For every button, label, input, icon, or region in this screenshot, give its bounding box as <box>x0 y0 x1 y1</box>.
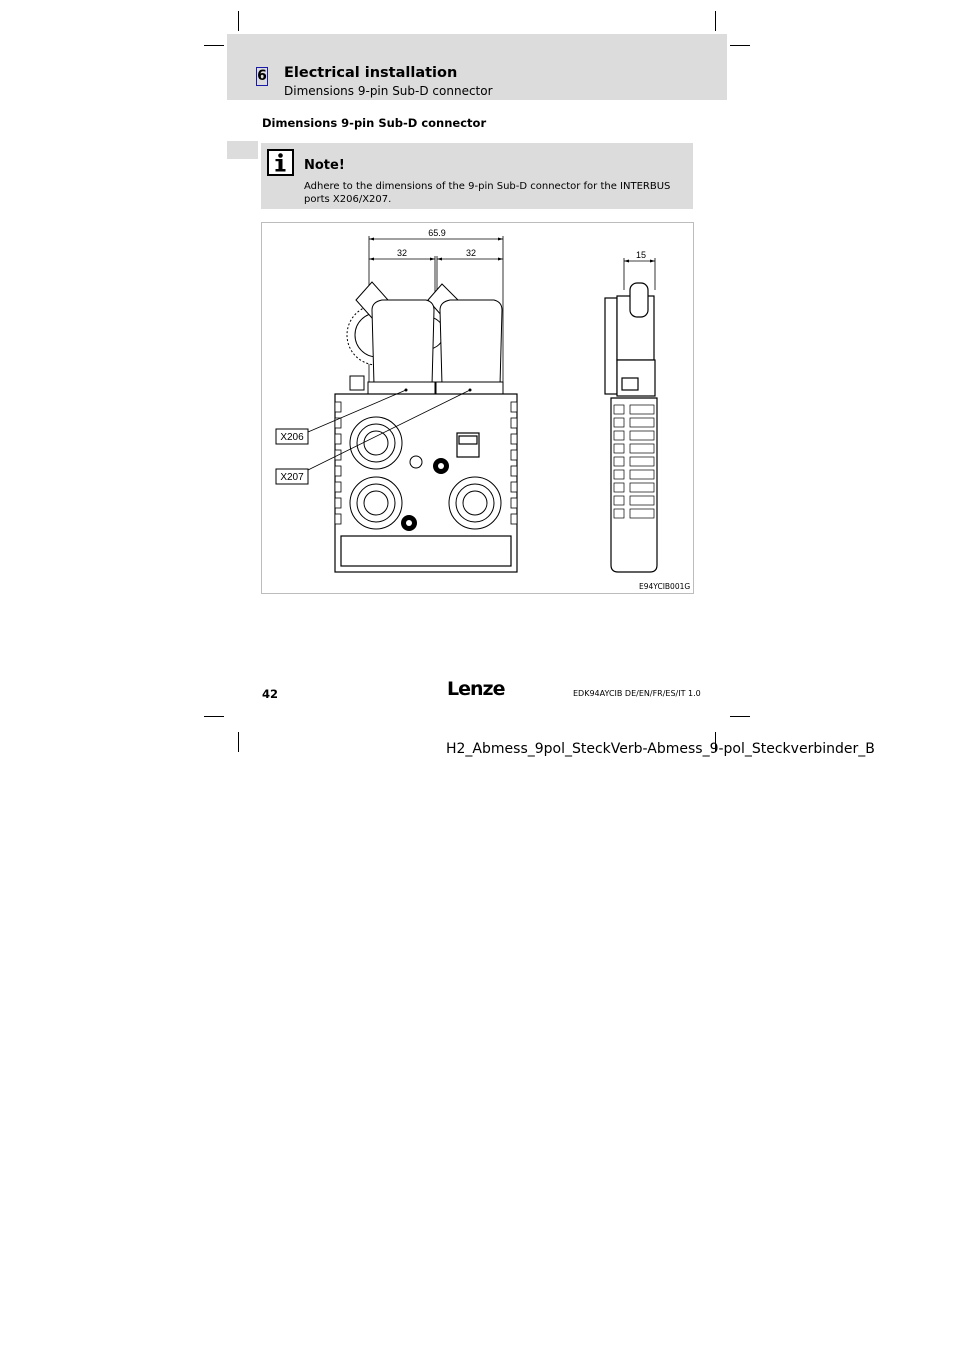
crop-mark <box>730 716 750 717</box>
note-text: Adhere to the dimensions of the 9-pin Sub-D connector for the INTERBUS ports X206/X207. <box>304 181 671 205</box>
x206-label: X206 <box>280 432 304 443</box>
dimension-drawing <box>0 0 954 620</box>
chapter-subtitle: Dimensions 9-pin Sub-D connector <box>284 84 493 98</box>
section-heading: Dimensions 9-pin Sub-D connector <box>262 116 487 130</box>
chapter-number[interactable]: 6 <box>257 68 267 84</box>
dimension-total-label: 65.9 <box>428 228 446 238</box>
x207-label: X207 <box>280 472 304 483</box>
brand-logo: Lenze <box>447 678 505 700</box>
crop-mark <box>238 732 239 752</box>
figure-code: E94YCIB001G <box>639 582 691 591</box>
dimension-left-label: 32 <box>396 248 408 258</box>
dimension-right-label: 32 <box>465 248 477 258</box>
dimension-side-label: 15 <box>635 250 647 260</box>
document-id: EDK94AYCIB DE/EN/FR/ES/IT 1.0 <box>573 689 701 698</box>
chapter-title: Electrical installation <box>284 65 458 81</box>
page-number: 42 <box>262 687 279 701</box>
note-title: Note! <box>304 158 345 173</box>
file-reference: H2_Abmess_9pol_SteckVerb-Abmess_9-pol_Steckverbinder_B <box>446 741 875 757</box>
crop-mark <box>204 716 224 717</box>
